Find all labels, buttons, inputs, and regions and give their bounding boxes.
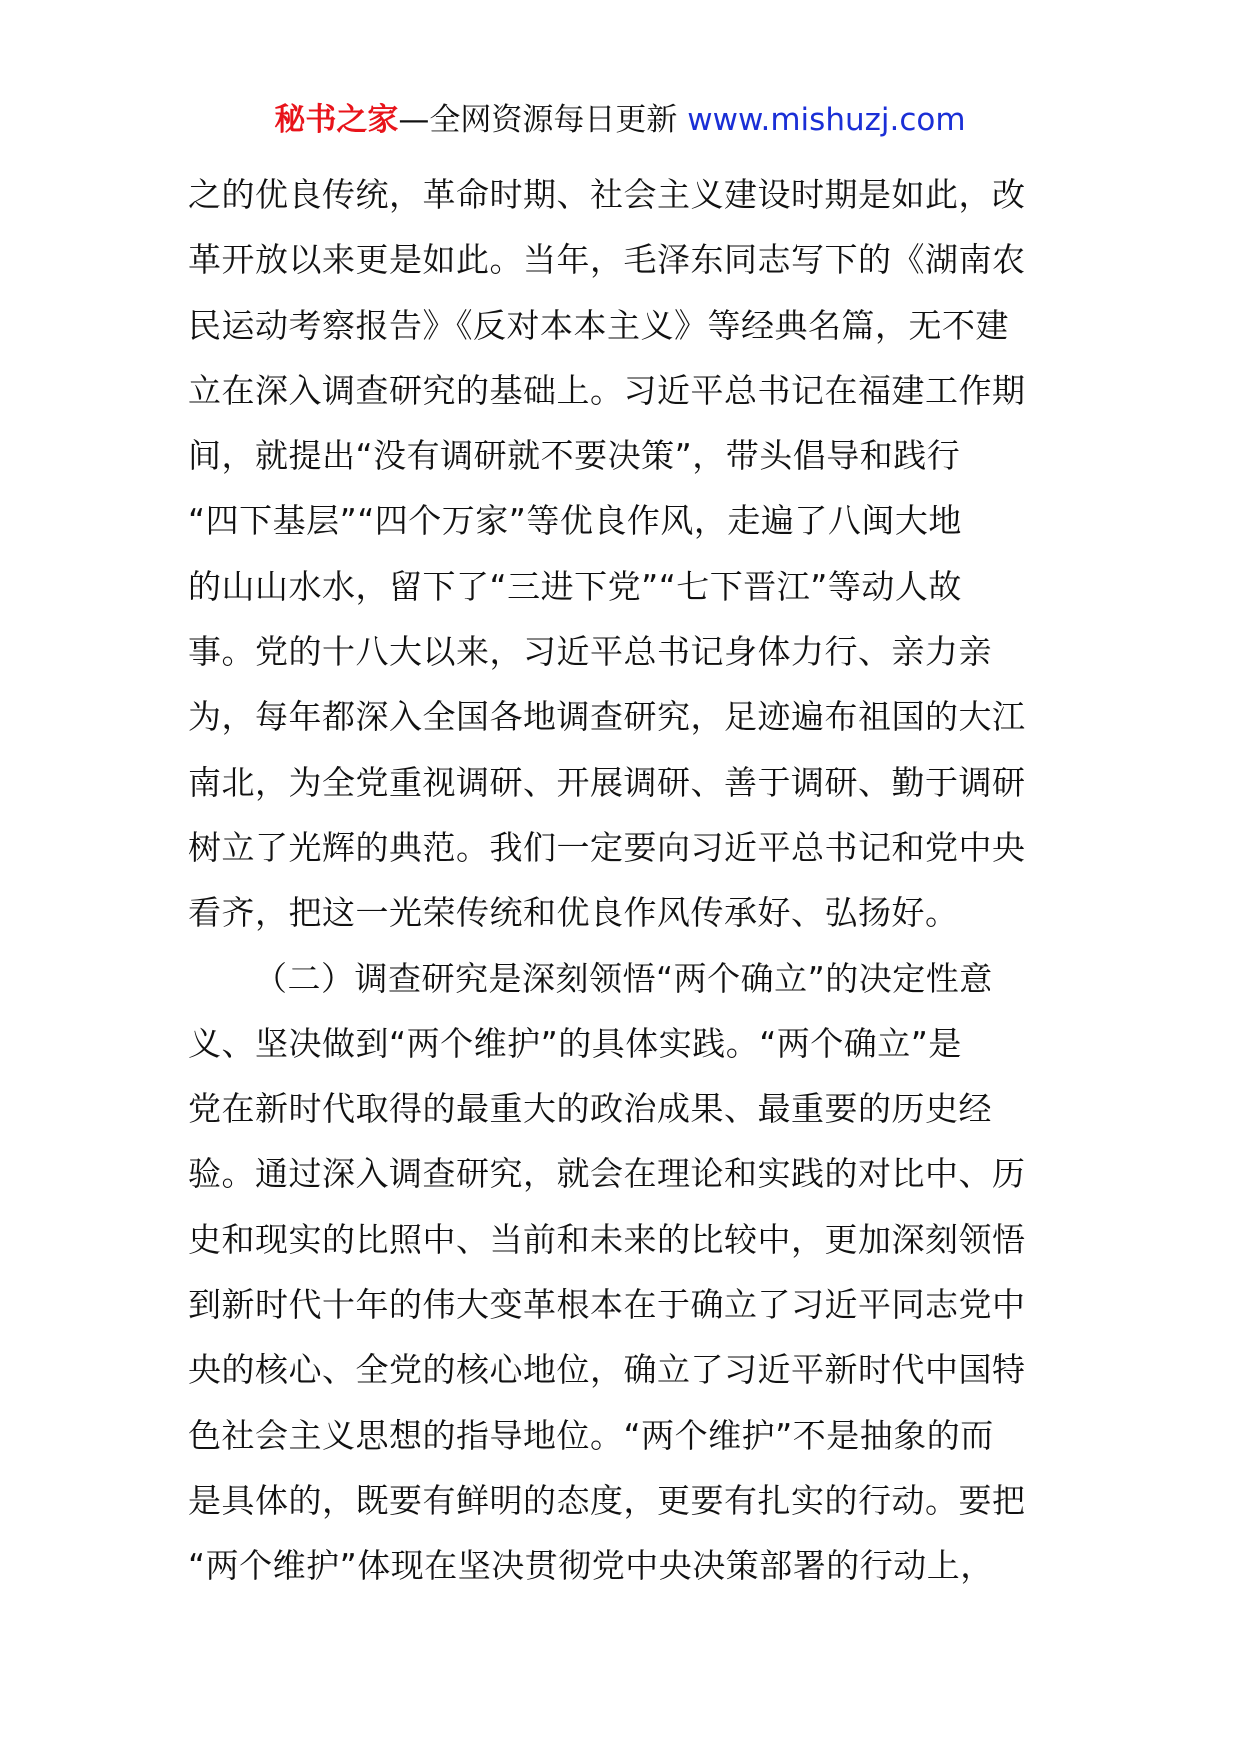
text-line: 义、坚决做到“两个维护”的具体实践。“两个确立”是 <box>188 1023 962 1063</box>
text-line: 南北，为全党重视调研、开展调研、善于调研、勤于调研 <box>188 762 1026 802</box>
text-line: 色社会主义思想的指导地位。“两个维护”不是抽象的而 <box>188 1415 994 1455</box>
text-line: “两个维护”体现在坚决贯彻党中央决策部署的行动上， <box>188 1546 994 1586</box>
text-line: 民运动考察报告》《反对本本主义》等经典名篇，无不建 <box>188 305 1009 345</box>
text-line: 为，每年都深入全国各地调查研究，足迹遍布祖国的大江 <box>188 697 1026 737</box>
text-line: 立在深入调查研究的基础上。习近平总书记在福建工作期 <box>188 370 1026 410</box>
text-line: 史和现实的比照中、当前和未来的比较中，更加深刻领悟 <box>188 1219 1026 1259</box>
text-line: 验。通过深入调查研究，就会在理论和实践的对比中、历 <box>188 1154 1026 1194</box>
text-line: 党在新时代取得的最重大的政治成果、最重要的历史经 <box>188 1089 992 1129</box>
text-line: 树立了光辉的典范。我们一定要向习近平总书记和党中央 <box>188 827 1026 867</box>
site-slogan: —全网资源每日更新 <box>398 102 678 138</box>
text-line: 革开放以来更是如此。当年，毛泽东同志写下的《湖南农 <box>188 240 1026 280</box>
text-line: 到新时代十年的伟大变革根本在于确立了习近平同志党中 <box>188 1285 1026 1325</box>
text-line: 央的核心、全党的核心地位，确立了习近平新时代中国特 <box>188 1350 1026 1390</box>
text-line: “四下基层”“四个万家”等优良作风，走遍了八闽大地 <box>188 501 962 541</box>
text-line: 间，就提出“没有调研就不要决策”，带头倡导和践行 <box>188 436 961 476</box>
site-brand: 秘书之家 <box>274 102 399 138</box>
section-heading-line: （二）调查研究是深刻领悟“两个确立”的决定性意 <box>254 958 993 998</box>
site-header <box>0 100 1240 140</box>
text-line: 的山山水水，留下了“三进下党”“七下晋江”等动人故 <box>188 566 962 606</box>
document-body <box>188 162 1058 1599</box>
text-line: 事。党的十八大以来，习近平总书记身体力行、亲力亲 <box>188 632 992 672</box>
text-line: 之的优良传统，革命时期、社会主义建设时期是如此，改 <box>188 175 1026 214</box>
site-url-link[interactable]: www.mishuzj.com <box>687 102 966 138</box>
text-line: 看齐，把这一光荣传统和优良作风传承好、弘扬好。 <box>188 893 959 933</box>
text-line: 是具体的，既要有鲜明的态度，更要有扎实的行动。要把 <box>188 1480 1026 1520</box>
